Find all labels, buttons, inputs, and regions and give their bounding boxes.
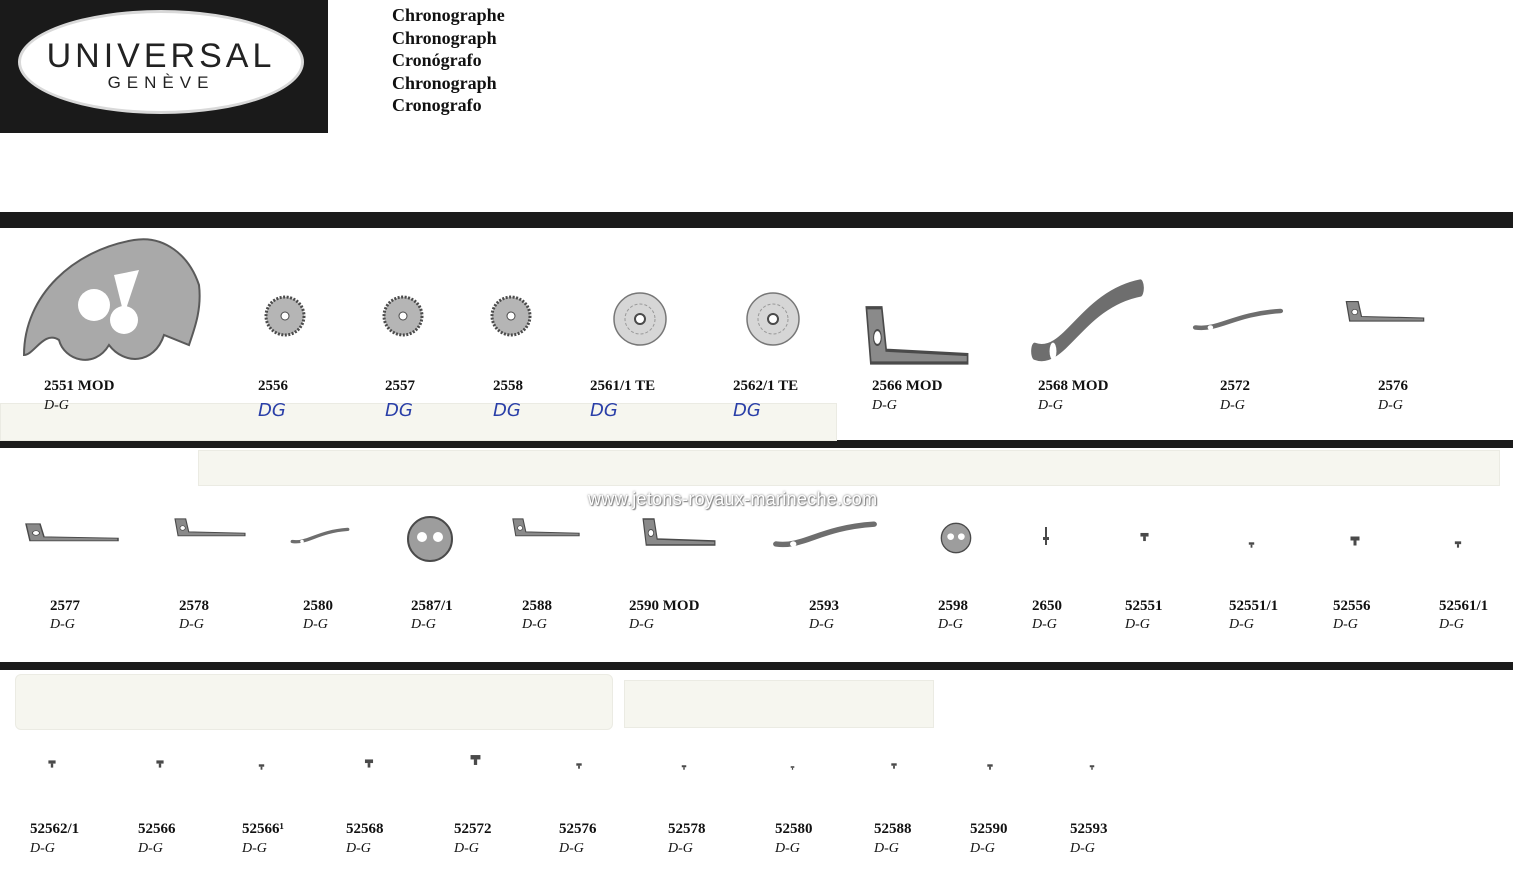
part-number: 52572 (454, 821, 492, 837)
part-code: D-G (50, 617, 75, 632)
screw-icon (680, 757, 688, 775)
part-code: D-G (138, 841, 163, 856)
part-number: 2590 MOD (629, 598, 700, 614)
part-number: 52551 (1125, 598, 1163, 614)
part-number: 2568 MOD (1038, 378, 1109, 394)
part-number: 52561/1 (1439, 598, 1489, 614)
spring-icon (1030, 265, 1145, 385)
part-code: DG (258, 400, 286, 421)
part-number: 2572 (1220, 378, 1250, 394)
part-number: 52556 (1333, 598, 1371, 614)
part-code: D-G (1439, 617, 1464, 632)
part-code: D-G (1125, 617, 1150, 632)
lever-icon (22, 520, 122, 551)
part-number: 2558 (493, 378, 523, 394)
day-disc-icon (745, 291, 801, 352)
brand-name: UNIVERSAL (46, 37, 276, 75)
part-number: 2580 (303, 598, 333, 614)
part-number: 52551/1 (1229, 598, 1279, 614)
separator-band (0, 212, 1513, 228)
spring-icon (772, 517, 878, 558)
part-code: D-G (30, 841, 55, 856)
wheel-icon (264, 295, 306, 342)
title-fr: Chronographe (392, 5, 505, 25)
title-en: Chronograph (392, 72, 497, 93)
part-number: 2650 (1032, 598, 1062, 614)
part-code: D-G (1070, 841, 1095, 856)
title-es: Cronógrafo (392, 50, 482, 70)
screw-icon (1088, 757, 1096, 775)
disc-icon (406, 515, 454, 568)
lever-icon (862, 295, 972, 385)
part-code: D-G (1220, 398, 1245, 413)
spring-icon (290, 525, 350, 552)
part-code: D-G (1378, 398, 1403, 413)
faint-label-strip (15, 674, 613, 730)
brand-logo-block (0, 0, 328, 133)
part-number: 2593 (809, 598, 839, 614)
screw-icon (1140, 530, 1149, 548)
part-number: 52566 (138, 821, 176, 837)
part-code: D-G (411, 617, 436, 632)
lever-icon (640, 513, 718, 558)
part-code: D-G (44, 398, 69, 413)
wheel-icon (382, 295, 424, 342)
part-number: 2551 MOD (44, 378, 115, 394)
part-code: D-G (303, 617, 328, 632)
part-number: 52562/1 (30, 821, 80, 837)
part-code: DG (493, 400, 521, 421)
part-code: D-G (1333, 617, 1358, 632)
screw-icon (256, 757, 267, 775)
part-code: D-G (872, 398, 897, 413)
lever-icon (172, 515, 248, 546)
part-number: 2561/1 TE (590, 378, 656, 394)
part-number: 52593 (1070, 821, 1108, 837)
disc-icon (940, 522, 972, 559)
separator-band (0, 440, 1513, 448)
part-code: D-G (809, 617, 834, 632)
screw-icon (1350, 533, 1360, 551)
lever-icon (1343, 297, 1427, 332)
part-code: D-G (668, 841, 693, 856)
part-number: 2588 (522, 598, 552, 614)
screw-icon (790, 757, 795, 775)
part-number: 2556 (258, 378, 288, 394)
part-number: 2566 MOD (872, 378, 943, 394)
part-number: 2598 (938, 598, 968, 614)
part-code: D-G (522, 617, 547, 632)
part-number: 52588 (874, 821, 912, 837)
part-code: D-G (559, 841, 584, 856)
part-code: D-G (629, 617, 654, 632)
part-number: 52580 (775, 821, 813, 837)
pin-icon (1040, 527, 1052, 554)
part-code: D-G (1032, 617, 1057, 632)
part-code: D-G (874, 841, 899, 856)
part-code: DG (590, 400, 618, 421)
screw-icon (155, 755, 165, 773)
day-disc-icon (612, 291, 668, 352)
part-number: 2562/1 TE (733, 378, 799, 394)
screw-icon (891, 756, 897, 774)
part-number: 2578 (179, 598, 209, 614)
part-code: DG (385, 400, 413, 421)
part-number: 52576 (559, 821, 597, 837)
lever-icon (510, 515, 582, 546)
faint-label-strip (0, 403, 837, 441)
part-number: 2577 (50, 598, 80, 614)
part-code: D-G (179, 617, 204, 632)
screw-icon (575, 756, 583, 774)
screw-icon (364, 755, 374, 773)
part-number: 2576 (1378, 378, 1408, 394)
screw-icon (48, 755, 56, 773)
section-titles (392, 4, 505, 117)
screw-icon (1454, 535, 1462, 553)
brand-logo (18, 10, 304, 114)
screw-icon (470, 753, 481, 771)
wheel-icon (490, 295, 532, 342)
part-number: 52568 (346, 821, 384, 837)
spring-icon (1192, 305, 1284, 340)
part-code: D-G (775, 841, 800, 856)
faint-label-strip (198, 450, 1500, 486)
screw-icon (1248, 535, 1255, 553)
part-code: D-G (970, 841, 995, 856)
part-code: D-G (242, 841, 267, 856)
part-code: D-G (454, 841, 479, 856)
title-de: Chronograph (392, 27, 497, 48)
plate-icon (14, 235, 204, 375)
part-code: D-G (1038, 398, 1063, 413)
part-number: 52578 (668, 821, 706, 837)
part-code: D-G (938, 617, 963, 632)
brand-city: GENÈVE (107, 73, 215, 92)
part-code: DG (733, 400, 761, 421)
separator-band (0, 662, 1513, 670)
title-it: Cronografo (392, 95, 482, 115)
watermark: www.jetons-royaux-marineche.com (588, 489, 878, 509)
part-code: D-G (346, 841, 371, 856)
part-number: 2587/1 (411, 598, 453, 614)
screw-icon (985, 757, 995, 775)
faint-label-strip (624, 680, 934, 728)
part-number: 52566¹ (242, 821, 284, 837)
part-number: 52590 (970, 821, 1008, 837)
part-code: D-G (1229, 617, 1254, 632)
part-number: 2557 (385, 378, 415, 394)
